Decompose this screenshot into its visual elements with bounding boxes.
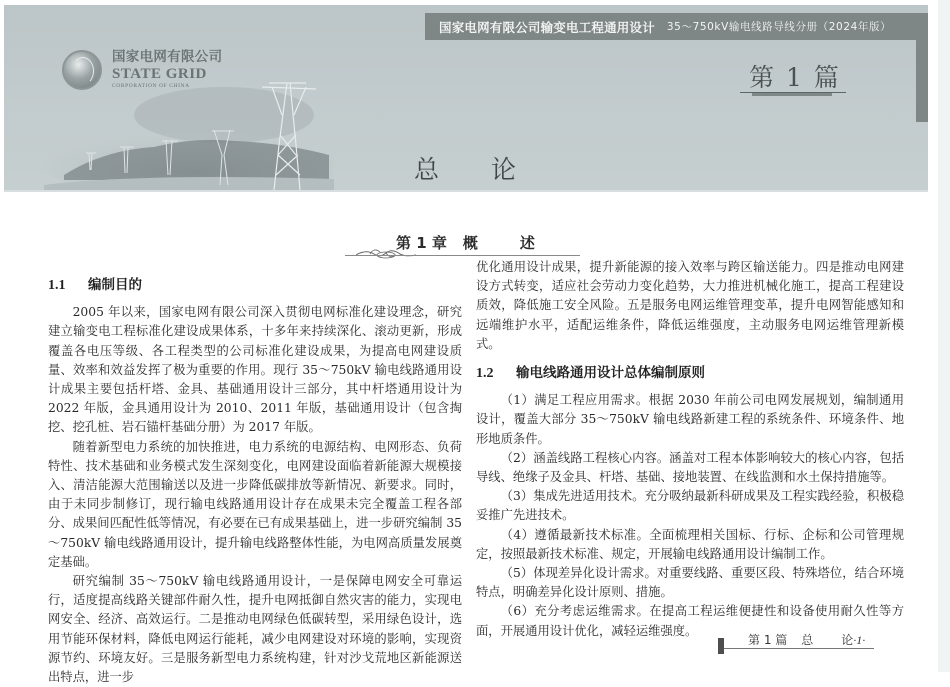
paragraph-continued: 优化通用设计成果，提升新能源的接入效率与跨区输送能力。四是推动电网建设方式转变，适应社会劳动力变化趋势，大力推进机械化施工，提高工程建设质效，降低施工安全风险。五是服务电网运维管理变革，提升电网智能感知和远端维护水平，适配运维条件，降低运维强度，主动服务电网运维管理新模式。 (476, 260, 904, 351)
page-edge (938, 0, 950, 672)
part-title (414, 150, 516, 186)
globe-logo-icon (62, 50, 102, 90)
part-title-char-1: 总 (414, 155, 440, 184)
running-header (425, 13, 928, 40)
page-footer (748, 631, 865, 648)
flourish-ornament-icon (356, 247, 416, 261)
power-tower-scenery-icon (44, 75, 334, 191)
logo-en-name: STATE GRID (112, 66, 207, 82)
paragraph: 2005 年以来，国家电网有限公司深入贯彻电网标准化建设理念，研究建立输变电工程标准化建设成果体系，十多年来持续深化、滚动更新，形成覆盖各电压等级、各工程类型的公司标准化建设成果，为提高电网建设质量、效率和效益发挥了极为重要的作用。现行 35～750kV 输电线路通用设计成果主要包括杆塔、金具、基础通用设计三部分，其中杆塔通用设计为 2022 年版，金具通用设计为 2010、2011 年版，基础通用设计（包含掏挖、挖孔桩、岩石锚杆基础分册）为 2017 年版。 (48, 305, 462, 435)
part-label: 第 1 篇 (749, 63, 841, 92)
principle-item: （5）体现差异化设计需求。对重要线路、重要区段、特殊塔位，结合环境特点，明确差异化设计原则、措施。 (476, 566, 904, 600)
section-title: 输电线路通用设计总体编制原则 (516, 365, 705, 382)
chapter-rule (345, 255, 580, 256)
footer-title-char-1: 总 (801, 633, 814, 647)
section-title: 编制目的 (88, 277, 142, 293)
volume-subtitle: 35～750kV输电线路导线分册（2024年版） (666, 21, 892, 33)
chapter-heading (396, 232, 535, 253)
edge-tab (916, 40, 928, 122)
chapter-title-char-1: 概 (462, 234, 478, 252)
banner-divider (4, 190, 928, 192)
principle-item: （2）涵盖线路工程核心内容。涵盖对工程本体影响较大的核心内容，包括导线、绝缘子及金具、杆塔、基础、接地装置、在线监测和水土保持措施等。 (476, 450, 904, 485)
footer-rule (724, 648, 874, 649)
part-title-char-2: 论 (491, 155, 517, 184)
footer-part: 第 1 篇 (748, 633, 788, 647)
page-number: ·1· (853, 633, 866, 647)
series-title: 国家电网有限公司输变电工程通用设计 (439, 19, 655, 35)
principle-item: （1）满足工程应用需求。根据 2030 年前公司电网发展规划，编制通用设计，覆盖大部分 35～750kV 输电线路新建工程的系统条件、环境条件、地形地质条件。 (476, 393, 904, 446)
principle-item: （3）集成先进适用技术。充分吸纳最新科研成果及工程实践经验，积极稳妥推广先进技术。 (476, 489, 904, 523)
footer-marker (718, 638, 724, 654)
part-label-rule-thick (752, 93, 832, 96)
logo-en-corp: CORPORATION OF CHINA (112, 83, 190, 89)
section-heading-1-1 (48, 276, 462, 295)
state-grid-logo (62, 50, 222, 90)
chapter-title-char-2: 述 (519, 234, 535, 252)
section-heading-1-2 (476, 364, 904, 383)
paragraph: 研究编制 35～750kV 输电线路通用设计，一是保障电网安全可靠运行，适度提高线路关键部件耐久性，提升电网抵御自然灾害的能力，实现电网安全、经济、高效运行。二是推动电网绿色低碳转型，采用绿色设计，选用节能环保材料，降低电网运行能耗，减少电网建设对环境的影响，实现资源节约、环境友好。三是服务新型电力系统构建，针对沙戈荒地区新能源送出特点，进一步 (48, 574, 462, 685)
principle-item: （4）遵循最新技术标准。全面梳理相关国标、行标、企标和公司管理规定，按照最新技术标准、规定，开展输电线路通用设计编制工作。 (476, 527, 904, 561)
right-column (476, 258, 904, 641)
footer-title-char-2: 论 (841, 633, 854, 647)
left-column (48, 270, 462, 687)
logo-cn-name: 国家电网有限公司 (112, 48, 223, 65)
principle-item: （6）充分考虑运维需求。在提高工程运维便捷性和设备使用耐久性等方面，开展通用设计优化，减轻运维强度。 (476, 604, 904, 638)
chapter-number: 第 1 章 (396, 234, 447, 252)
paragraph: 随着新型电力系统的加快推进，电力系统的电源结构、电网形态、负荷特性、技术基础和业务模式发生深刻变化，电网建设面临着新能源大规模接入、清洁能源大范围输送以及进一步降低碳排放等新情况、新要求。同时，由于未同步制修订，现行输电线路通用设计存在成果未完全覆盖工程各部分、成果间匹配性低等情况，有必要在已有成果基础上，进一步研究编制 35～750kV 输电线路通用设计，提升输电线路整体性能，为电网高质量发展奠定基础。 (48, 439, 462, 569)
section-number: 1.1 (48, 278, 66, 293)
section-number: 1.2 (476, 366, 494, 382)
